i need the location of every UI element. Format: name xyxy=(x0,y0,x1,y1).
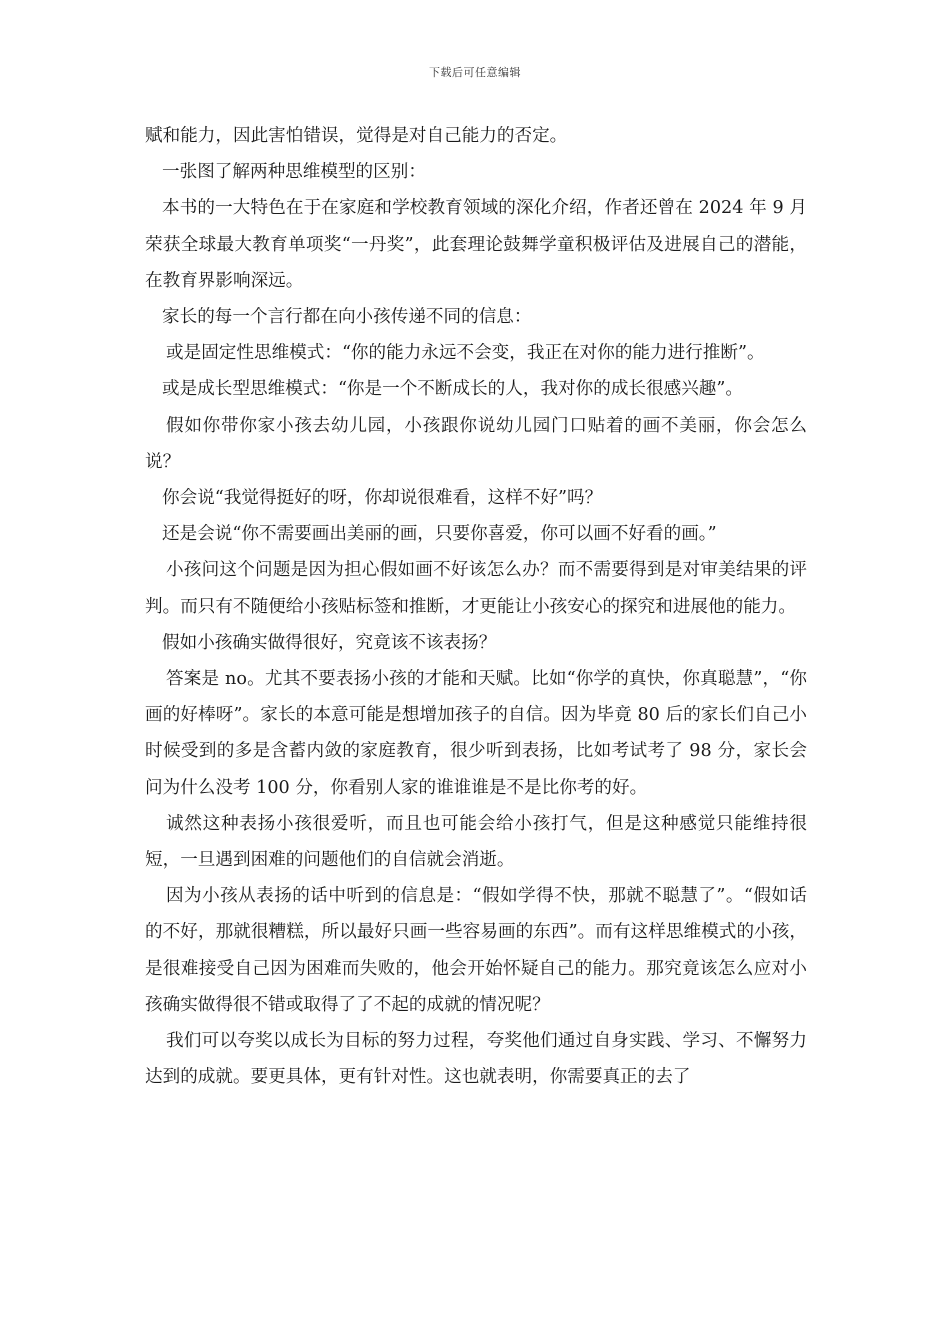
paragraph-7: 假如你带你家小孩去幼儿园，小孩跟你说幼儿园门口贴着的画不美丽，你会怎么说？ xyxy=(145,415,807,472)
paragraph-4: 家长的每一个言行都在向小孩传递不同的信息： xyxy=(162,307,532,328)
paragraph-2: 一张图了解两种思维模型的区别： xyxy=(162,162,426,183)
paragraph-15: 我们可以夸奖以成长为目标的努力过程，夸奖他们通过自身实践、学习、不懈努力达到的成就。要更具体，更有针对性。这也就表明，你需要真正的去了 xyxy=(145,1031,807,1088)
paragraph-11: 假如小孩确实做得很好，究竟该不该表扬？ xyxy=(162,632,497,653)
paragraph-13: 诚然这种表扬小孩很爱听，而且也可能会给小孩打气，但是这种感觉只能维持很短，一旦遇到困难的问题他们的自信就会消逝。 xyxy=(145,813,807,871)
page-header: 下载后可任意编辑 xyxy=(429,66,521,79)
document-body xyxy=(145,118,807,1095)
paragraph-3: 本书的一大特色在于在家庭和学校教育领域的深化介绍，作者还曾在 2024 年 9 月荣获全球最大教育单项奖“一丹奖”，此套理论鼓舞学童积极评估及进展自己的潜能，在教育界影响深远。 xyxy=(145,198,807,291)
paragraph-12: 答案是 no。尤其不要表扬小孩的才能和天赋。比如“你学的真快，你真聪慧”，“你画的好棒呀”。家长的本意可能是想增加孩子的自信。因为毕竟 80 后的家长们自己小时候受到的多是含蓄内敛的家庭教育，很少听到表扬，比如考试考了 98 分，家长会问为什么没考 100 分，你看别人家的谁谁谁是不是比你考的好。 xyxy=(145,669,807,798)
paragraph-1: 赋和能力，因此害怕错误，觉得是对自己能力的否定。 xyxy=(145,126,568,146)
paragraph-9: 还是会说“你不需要画出美丽的画，只要你喜爱，你可以画不好看的画。” xyxy=(162,524,717,545)
paragraph-5: 或是固定性思维模式：“你的能力永远不会变，我正在对你的能力进行推断”。 xyxy=(166,343,765,364)
paragraph-10: 小孩问这个问题是因为担心假如画不好该怎么办？而不需要得到是对审美结果的评判。而只有不随便给小孩贴标签和推断，才更能让小孩安心的探究和进展他的能力。 xyxy=(145,560,807,617)
paragraph-8: 你会说“我觉得挺好的呀，你却说很难看，这样不好”吗？ xyxy=(162,488,603,509)
paragraph-6: 或是成长型思维模式：“你是一个不断成长的人，我对你的成长很感兴趣”。 xyxy=(162,379,743,400)
paragraph-14: 因为小孩从表扬的话中听到的信息是：“假如学得不快，那就不聪慧了”。“假如话的不好，那就很糟糕，所以最好只画一些容易画的东西”。而有这样思维模式的小孩，是很难接受自己因为困难而失败的，他会开始怀疑自己的能力。那究竟该怎么应对小孩确实做得很不错或取得了了不起的成就的情况呢？ xyxy=(145,886,807,1015)
